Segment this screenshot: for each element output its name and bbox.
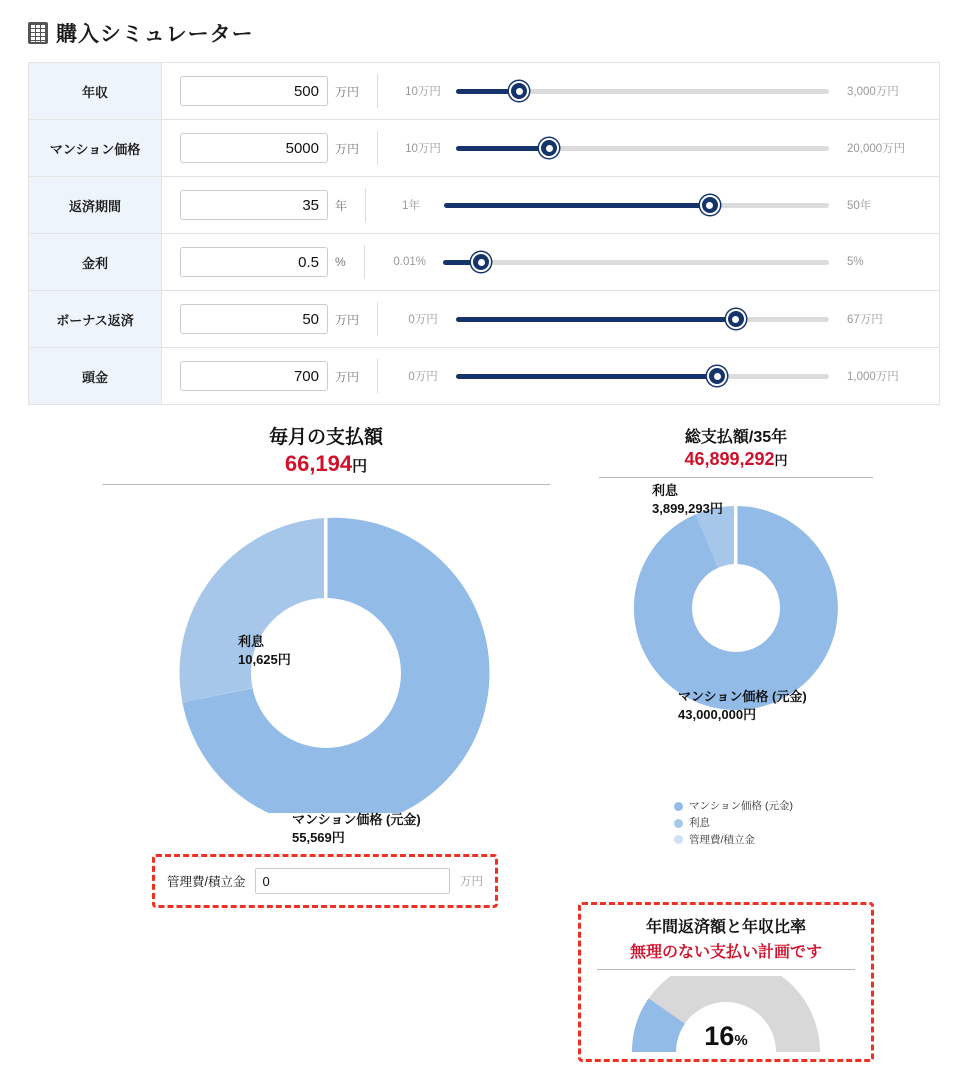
row-controls xyxy=(162,177,939,233)
principal-label-text: マンション価格 (元金) xyxy=(292,812,421,828)
title-divider xyxy=(599,477,873,478)
range-max-label: 5% xyxy=(847,256,864,268)
gauge-divider xyxy=(597,969,855,970)
row-label: 返済期間 xyxy=(29,177,162,233)
table-row xyxy=(29,348,939,405)
range-min-label: 1年 xyxy=(402,200,420,212)
total-interest-label xyxy=(652,482,723,517)
chart-legend xyxy=(674,798,793,848)
legend-item xyxy=(674,815,793,832)
total-principal-label xyxy=(678,688,807,723)
management-fee-row xyxy=(155,857,495,905)
gauge-title: 年間返済額と年収比率 xyxy=(645,919,806,936)
unit-label: 万円 xyxy=(335,312,360,327)
down-payment-slider[interactable] xyxy=(456,366,829,386)
total-amount-value: 46,899,292 xyxy=(684,449,775,469)
donut-hole xyxy=(692,564,780,652)
principal-label-value: 55,569円 xyxy=(292,829,345,845)
monthly-donut xyxy=(96,493,556,845)
range-min-label: 10万円 xyxy=(405,86,441,98)
slider-thumb[interactable] xyxy=(700,195,720,215)
row-controls xyxy=(162,234,939,290)
legend-color-swatch xyxy=(674,802,683,811)
unit-label: 万円 xyxy=(335,369,360,384)
monthly-payment-chart xyxy=(96,426,556,845)
range-max-label: 3,000万円 xyxy=(847,86,899,98)
row-label: 金利 xyxy=(29,234,162,290)
row-controls xyxy=(162,348,939,404)
range-min-label: 0万円 xyxy=(408,314,438,326)
property-price-input[interactable] xyxy=(180,133,328,163)
management-fee-input[interactable] xyxy=(255,868,450,894)
row-label: ボーナス返済 xyxy=(29,291,162,347)
range-min-label: 10万円 xyxy=(405,143,441,155)
unit-label: 年 xyxy=(335,198,348,213)
monthly-donut-svg xyxy=(96,493,556,813)
legend-item xyxy=(674,832,793,849)
slider-thumb[interactable] xyxy=(726,309,746,329)
repayment-ratio-callout xyxy=(578,902,874,1062)
legend-item xyxy=(674,798,793,815)
interest-label-text: 利息 xyxy=(238,634,265,650)
gauge-value-unit: % xyxy=(734,1032,748,1049)
interest-label-value: 3,899,293円 xyxy=(652,500,723,516)
range-max-label: 50年 xyxy=(847,200,872,212)
total-donut-svg xyxy=(596,488,876,718)
repayment-period-input[interactable] xyxy=(180,190,328,220)
principal-label-text: マンション価格 (元金) xyxy=(678,689,807,705)
total-payment-chart xyxy=(596,428,876,846)
page-header xyxy=(28,18,254,48)
monthly-amount-unit: 円 xyxy=(352,457,368,475)
title-divider xyxy=(102,484,550,485)
total-chart-title: 総支払額/35年 xyxy=(684,429,788,446)
total-amount-unit: 円 xyxy=(774,453,788,468)
management-fee-callout xyxy=(152,854,498,908)
divider xyxy=(364,245,365,279)
slider-track xyxy=(443,260,829,265)
slider-fill xyxy=(456,317,736,322)
row-controls xyxy=(162,120,939,176)
table-row xyxy=(29,63,939,120)
slider-fill xyxy=(456,146,549,151)
repayment-period-slider[interactable] xyxy=(444,195,829,215)
range-max-label: 1,000万円 xyxy=(847,371,899,383)
gauge-value xyxy=(606,1021,846,1052)
divider xyxy=(365,188,366,222)
interest-rate-slider[interactable] xyxy=(443,252,829,272)
slider-fill xyxy=(444,203,710,208)
interest-rate-input[interactable] xyxy=(180,247,328,277)
row-label: 年収 xyxy=(29,63,162,119)
monthly-principal-label xyxy=(292,811,421,846)
legend-label: マンション価格 (元金) xyxy=(689,800,793,812)
slider-thumb[interactable] xyxy=(539,138,559,158)
slider-thumb[interactable] xyxy=(471,252,491,272)
divider xyxy=(377,131,378,165)
unit-label: 万円 xyxy=(335,84,360,99)
slider-thumb[interactable] xyxy=(509,81,529,101)
property-price-slider[interactable] xyxy=(456,138,829,158)
principal-label-value: 43,000,000円 xyxy=(678,706,757,722)
row-controls xyxy=(162,63,939,119)
table-row xyxy=(29,291,939,348)
income-slider[interactable] xyxy=(456,81,829,101)
management-fee-label: 管理費/積立金 xyxy=(167,875,246,889)
interest-label-text: 利息 xyxy=(652,483,679,499)
monthly-amount-value: 66,194 xyxy=(284,450,353,476)
row-controls xyxy=(162,291,939,347)
range-max-label: 67万円 xyxy=(847,314,883,326)
gauge-value-number: 16 xyxy=(704,1021,735,1051)
range-min-label: 0万円 xyxy=(408,371,438,383)
slider-thumb[interactable] xyxy=(707,366,727,386)
row-label: 頭金 xyxy=(29,348,162,404)
management-fee-unit: 万円 xyxy=(460,876,483,888)
legend-label: 管理費/積立金 xyxy=(689,833,755,846)
total-chart-amount xyxy=(596,448,876,471)
down-payment-input[interactable] xyxy=(180,361,328,391)
table-row xyxy=(29,177,939,234)
gauge-chart xyxy=(606,976,846,1054)
table-row xyxy=(29,234,939,291)
range-max-label: 20,000万円 xyxy=(847,143,906,155)
monthly-interest-label xyxy=(238,633,291,668)
page-title: 購入シミュレーター xyxy=(56,23,254,46)
legend-color-swatch xyxy=(674,835,683,844)
gauge-subtitle: 無理のない支払い計画です xyxy=(629,944,822,961)
calculator-icon xyxy=(28,22,48,44)
total-donut xyxy=(596,483,876,722)
divider xyxy=(377,359,378,393)
donut-hole xyxy=(251,598,401,748)
legend-color-swatch xyxy=(674,819,683,828)
unit-label: % xyxy=(335,255,346,269)
row-label: マンション価格 xyxy=(29,120,162,176)
unit-label: 万円 xyxy=(335,141,360,156)
interest-label-value: 10,625円 xyxy=(238,651,291,667)
legend-label: 利息 xyxy=(689,816,710,829)
monthly-chart-title: 毎月の支払額 xyxy=(268,427,383,448)
income-input[interactable] xyxy=(180,76,328,106)
divider xyxy=(377,74,378,108)
divider xyxy=(377,302,378,336)
bonus-repayment-input[interactable] xyxy=(180,304,328,334)
table-row xyxy=(29,120,939,177)
monthly-chart-amount xyxy=(96,450,556,479)
bonus-repayment-slider[interactable] xyxy=(456,309,829,329)
simulator-input-table xyxy=(28,62,940,405)
range-min-label: 0.01% xyxy=(393,256,426,268)
slider-fill xyxy=(456,374,717,379)
